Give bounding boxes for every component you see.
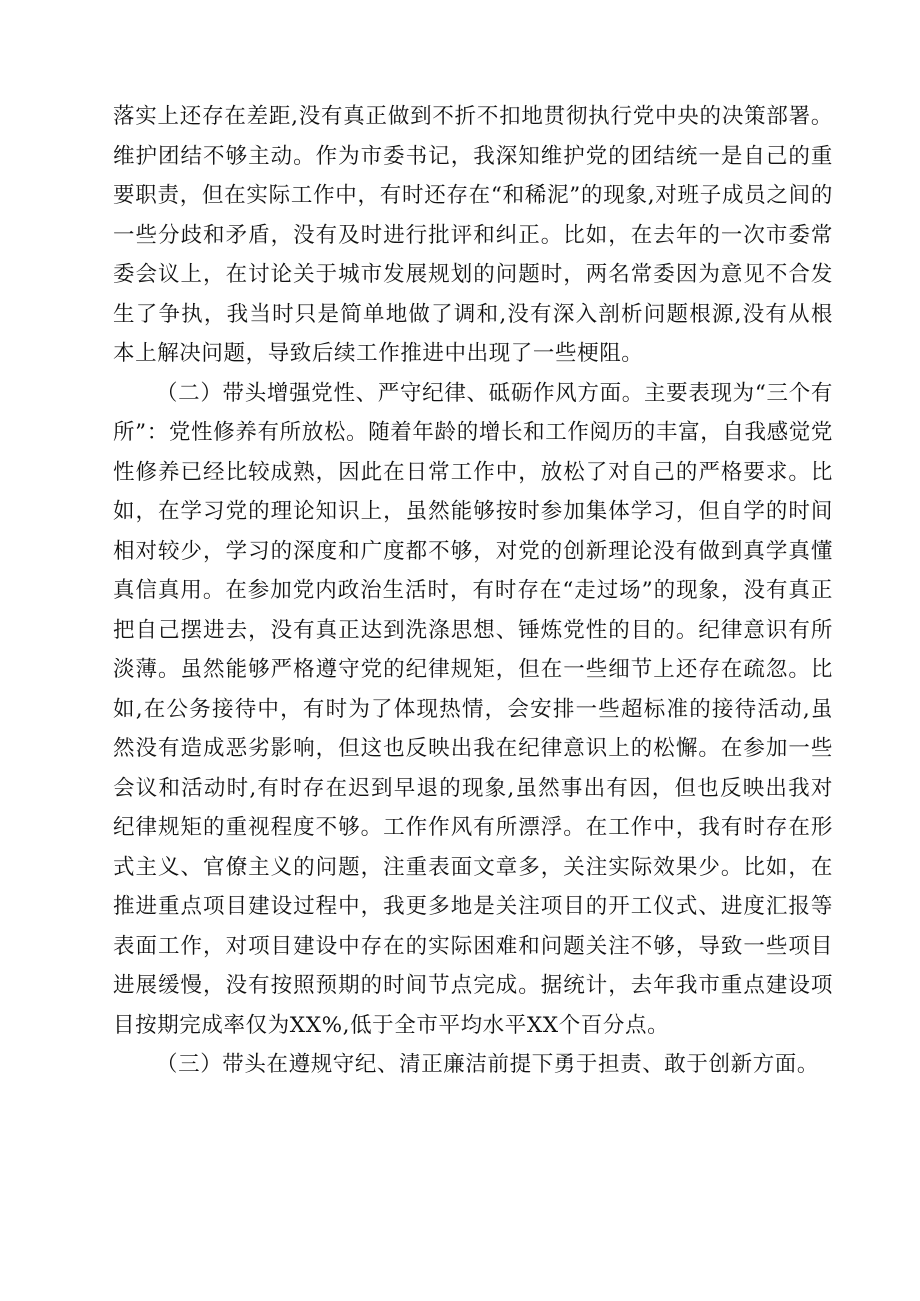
document-page bbox=[113, 97, 833, 1085]
paragraph-3-section-three: （三）带头在遵规守纪、清正廉洁前提下勇于担责、敢于创新方面。 bbox=[156, 1052, 820, 1077]
paragraph-1: 落实上还存在差距,没有真正做到不折不扣地贯彻执行党中央的决策部署。维护团结不够主动。作为市委书记，我深知维护党的团结统一是自己的重要职责，但在实际工作中，有时还存在“和稀泥”的现象,对班子成员之间的一些分歧和矛盾，没有及时进行批评和纠正。比如，在去年的一次市委常委会议上，在讨论关于城市发展规划的问题时，两名常委因为意见不合发生了争执，我当时只是简单地做了调和,没有深入剖析问题根源,没有从根本上解决问题，导致后续工作推进中出现了一些梗阻。 bbox=[113, 104, 833, 366]
paragraph-2-section-two: （二）带头增强党性、严守纪律、砥砺作风方面。主要表现为“三个有所”：党性修养有所放松。随着年龄的增长和工作阅历的丰富，自我感觉党性修养已经比较成熟，因此在日常工作中，放松了对自己的严格要求。比如，在学习党的理论知识上，虽然能够按时参加集体学习，但自学的时间相对较少，学习的深度和广度都不够，对党的创新理论没有做到真学真懂真信真用。在参加党内政治生活时，有时存在“走过场”的现象，没有真正把自己摆进去，没有真正达到洗涤思想、锤炼党性的目的。纪律意识有所淡薄。虽然能够严格遵守党的纪律规矩，但在一些细节上还存在疏忽。比如,在公务接待中，有时为了体现热情，会安排一些超标准的接待活动,虽然没有造成恶劣影响，但这也反映出我在纪律意识上的松懈。在参加一些会议和活动时,有时存在迟到早退的现象,虽然事出有因，但也反映出我对纪律规矩的重视程度不够。工作作风有所漂浮。在工作中，我有时存在形式主义、官僚主义的问题，注重表面文章多，关注实际效果少。比如，在推进重点项目建设过程中，我更多地是关注项目的开工仪式、进度汇报等表面工作，对项目建设中存在的实际困难和问题关注不够，导致一些项目进展缓慢，没有按照预期的时间节点完成。据统计，去年我市重点建设项目按期完成率仅为XX%,低于全市平均水平XX个百分点。 bbox=[113, 380, 833, 1038]
